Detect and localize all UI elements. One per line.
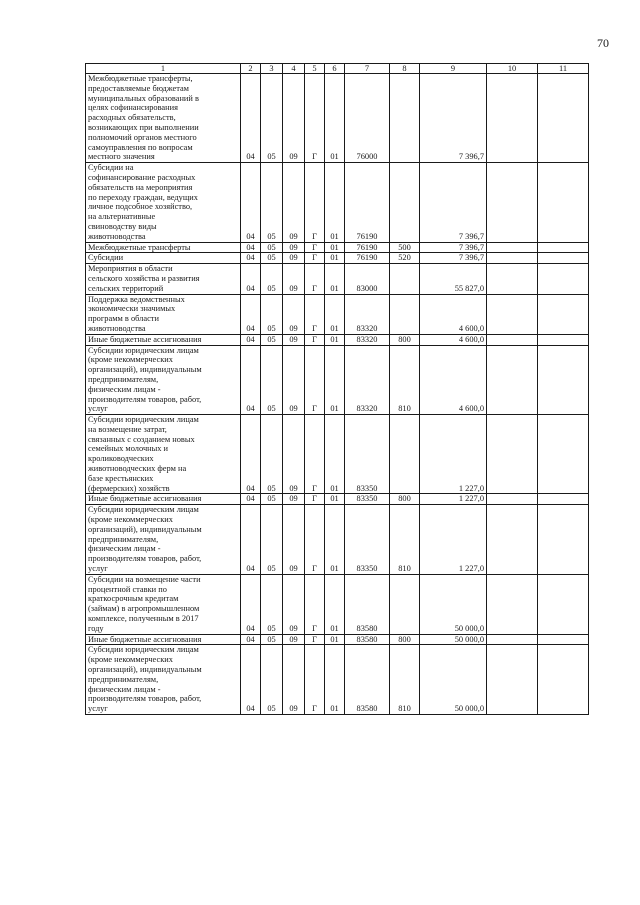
cell-c2: 04 [241,74,261,163]
cell-c10 [487,253,538,264]
cell-c4: 09 [283,253,305,264]
column-header: 10 [487,64,538,74]
cell-c10 [487,345,538,415]
cell-c9: 1 227,0 [420,494,487,505]
row-description: Субсидии юридическим лицам (кроме некоммерческих организаций), индивидуальным предпринимателям, физическим лицам - производителям товаров, работ, услуг [86,505,241,575]
cell-c3: 05 [261,505,283,575]
cell-c4: 09 [283,74,305,163]
cell-c8: 500 [390,242,420,253]
cell-c9: 7 396,7 [420,242,487,253]
cell-c5: Г [305,253,325,264]
row-description: Иные бюджетные ассигнования [86,494,241,505]
row-description: Субсидии на софинансирование расходных обязательств на мероприятия по переходу граждан, ведущих личное подсобное хозяйство, на альтернативные свиноводству виды животноводства [86,163,241,242]
cell-c3: 05 [261,415,283,494]
table-row [86,494,589,505]
column-header: 11 [538,64,589,74]
cell-c8 [390,415,420,494]
cell-c7: 83320 [345,294,390,334]
cell-c5: Г [305,415,325,494]
cell-c7: 76190 [345,242,390,253]
cell-c8 [390,574,420,634]
table-row [86,242,589,253]
cell-c4: 09 [283,505,305,575]
cell-c11 [538,574,589,634]
cell-c7: 83580 [345,634,390,645]
table-row [86,345,589,415]
cell-c5: Г [305,242,325,253]
table-row [86,294,589,334]
cell-c6: 01 [325,645,345,715]
cell-c7: 83000 [345,264,390,294]
cell-c6: 01 [325,505,345,575]
cell-c11 [538,634,589,645]
cell-c10 [487,634,538,645]
cell-c2: 04 [241,334,261,345]
cell-c5: Г [305,505,325,575]
cell-c9: 4 600,0 [420,334,487,345]
header-row [86,64,589,74]
row-description: Межбюджетные трансферты, предоставляемые бюджетам муниципальных образований в целях софинансирования расходных обязательств, возникающих при выполнении полномочий органов местного самоуправления по вопросам местного значения [86,74,241,163]
cell-c10 [487,494,538,505]
column-header: 4 [283,64,305,74]
cell-c10 [487,294,538,334]
cell-c7: 83580 [345,645,390,715]
cell-c10 [487,242,538,253]
row-description: Иные бюджетные ассигнования [86,634,241,645]
cell-c2: 04 [241,264,261,294]
column-header: 3 [261,64,283,74]
cell-c4: 09 [283,574,305,634]
cell-c11 [538,345,589,415]
cell-c4: 09 [283,634,305,645]
cell-c10 [487,163,538,242]
row-description: Субсидии на возмещение части процентной ставки по краткосрочным кредитам (займам) в агропромышленном комплексе, полученным в 2017 году [86,574,241,634]
cell-c2: 04 [241,574,261,634]
cell-c2: 04 [241,294,261,334]
cell-c2: 04 [241,242,261,253]
cell-c9: 1 227,0 [420,505,487,575]
cell-c6: 01 [325,574,345,634]
cell-c8: 810 [390,345,420,415]
cell-c11 [538,163,589,242]
cell-c8: 800 [390,494,420,505]
cell-c6: 01 [325,334,345,345]
cell-c7: 83350 [345,494,390,505]
row-description: Иные бюджетные ассигнования [86,334,241,345]
cell-c11 [538,253,589,264]
row-description: Мероприятия в области сельского хозяйства и развития сельских территорий [86,264,241,294]
row-description: Межбюджетные трансферты [86,242,241,253]
cell-c3: 05 [261,294,283,334]
cell-c9: 50 000,0 [420,634,487,645]
cell-c4: 09 [283,494,305,505]
cell-c8 [390,264,420,294]
cell-c10 [487,415,538,494]
column-header: 2 [241,64,261,74]
cell-c11 [538,645,589,715]
column-header: 5 [305,64,325,74]
cell-c11 [538,294,589,334]
cell-c3: 05 [261,74,283,163]
cell-c2: 04 [241,415,261,494]
cell-c9: 4 600,0 [420,345,487,415]
cell-c6: 01 [325,634,345,645]
cell-c9: 7 396,7 [420,74,487,163]
cell-c5: Г [305,345,325,415]
cell-c7: 83580 [345,574,390,634]
cell-c5: Г [305,574,325,634]
cell-c4: 09 [283,242,305,253]
budget-table [85,63,589,715]
cell-c9: 1 227,0 [420,415,487,494]
cell-c10 [487,645,538,715]
cell-c3: 05 [261,163,283,242]
cell-c10 [487,264,538,294]
cell-c8: 800 [390,634,420,645]
cell-c6: 01 [325,242,345,253]
cell-c4: 09 [283,334,305,345]
cell-c4: 09 [283,345,305,415]
cell-c10 [487,574,538,634]
row-description: Субсидии юридическим лицам (кроме некоммерческих организаций), индивидуальным предпринимателям, физическим лицам - производителям товаров, работ, услуг [86,645,241,715]
row-description: Субсидии юридическим лицам на возмещение затрат, связанных с созданием новых семейных молочных и кролиководческих животноводческих ферм на базе крестьянских (фермерских) хозяйств [86,415,241,494]
cell-c8: 520 [390,253,420,264]
row-description: Поддержка ведомственных экономически значимых программ в области животноводства [86,294,241,334]
table-row [86,634,589,645]
column-header: 9 [420,64,487,74]
cell-c11 [538,74,589,163]
cell-c2: 04 [241,645,261,715]
cell-c7: 76000 [345,74,390,163]
cell-c6: 01 [325,294,345,334]
cell-c2: 04 [241,345,261,415]
cell-c6: 01 [325,74,345,163]
cell-c3: 05 [261,634,283,645]
cell-c7: 83320 [345,345,390,415]
cell-c11 [538,494,589,505]
cell-c2: 04 [241,494,261,505]
cell-c7: 76190 [345,163,390,242]
page-number: 70 [597,36,609,50]
cell-c8 [390,294,420,334]
cell-c2: 04 [241,505,261,575]
table-row [86,264,589,294]
cell-c7: 83350 [345,505,390,575]
cell-c7: 83320 [345,334,390,345]
cell-c8: 800 [390,334,420,345]
cell-c5: Г [305,645,325,715]
row-description: Субсидии юридическим лицам (кроме некоммерческих организаций), индивидуальным предпринимателям, физическим лицам - производителям товаров, работ, услуг [86,345,241,415]
cell-c3: 05 [261,264,283,294]
cell-c11 [538,242,589,253]
cell-c5: Г [305,334,325,345]
row-description: Субсидии [86,253,241,264]
cell-c8 [390,163,420,242]
cell-c10 [487,74,538,163]
cell-c2: 04 [241,163,261,242]
cell-c5: Г [305,264,325,294]
cell-c3: 05 [261,494,283,505]
cell-c3: 05 [261,645,283,715]
cell-c2: 04 [241,253,261,264]
cell-c6: 01 [325,253,345,264]
cell-c3: 05 [261,574,283,634]
cell-c6: 01 [325,345,345,415]
cell-c4: 09 [283,163,305,242]
table-row [86,74,589,163]
cell-c9: 50 000,0 [420,574,487,634]
cell-c9: 50 000,0 [420,645,487,715]
cell-c6: 01 [325,264,345,294]
cell-c6: 01 [325,163,345,242]
cell-c6: 01 [325,494,345,505]
cell-c9: 55 827,0 [420,264,487,294]
cell-c11 [538,505,589,575]
cell-c7: 76190 [345,253,390,264]
cell-c9: 4 600,0 [420,294,487,334]
cell-c4: 09 [283,294,305,334]
table-row [86,505,589,575]
cell-c4: 09 [283,415,305,494]
column-header: 8 [390,64,420,74]
table-row [86,574,589,634]
cell-c8: 810 [390,645,420,715]
table-row [86,163,589,242]
cell-c2: 04 [241,634,261,645]
cell-c5: Г [305,74,325,163]
cell-c5: Г [305,494,325,505]
cell-c10 [487,505,538,575]
table-row [86,334,589,345]
cell-c9: 7 396,7 [420,163,487,242]
cell-c4: 09 [283,645,305,715]
cell-c3: 05 [261,334,283,345]
cell-c4: 09 [283,264,305,294]
cell-c3: 05 [261,253,283,264]
cell-c8: 810 [390,505,420,575]
cell-c3: 05 [261,242,283,253]
cell-c5: Г [305,634,325,645]
cell-c6: 01 [325,415,345,494]
column-header: 6 [325,64,345,74]
cell-c10 [487,334,538,345]
column-header: 1 [86,64,241,74]
cell-c8 [390,74,420,163]
cell-c5: Г [305,163,325,242]
cell-c11 [538,334,589,345]
cell-c3: 05 [261,345,283,415]
column-header: 7 [345,64,390,74]
cell-c7: 83350 [345,415,390,494]
cell-c11 [538,415,589,494]
cell-c9: 7 396,7 [420,253,487,264]
table-row [86,253,589,264]
cell-c11 [538,264,589,294]
cell-c5: Г [305,294,325,334]
table-row [86,645,589,715]
table-row [86,415,589,494]
